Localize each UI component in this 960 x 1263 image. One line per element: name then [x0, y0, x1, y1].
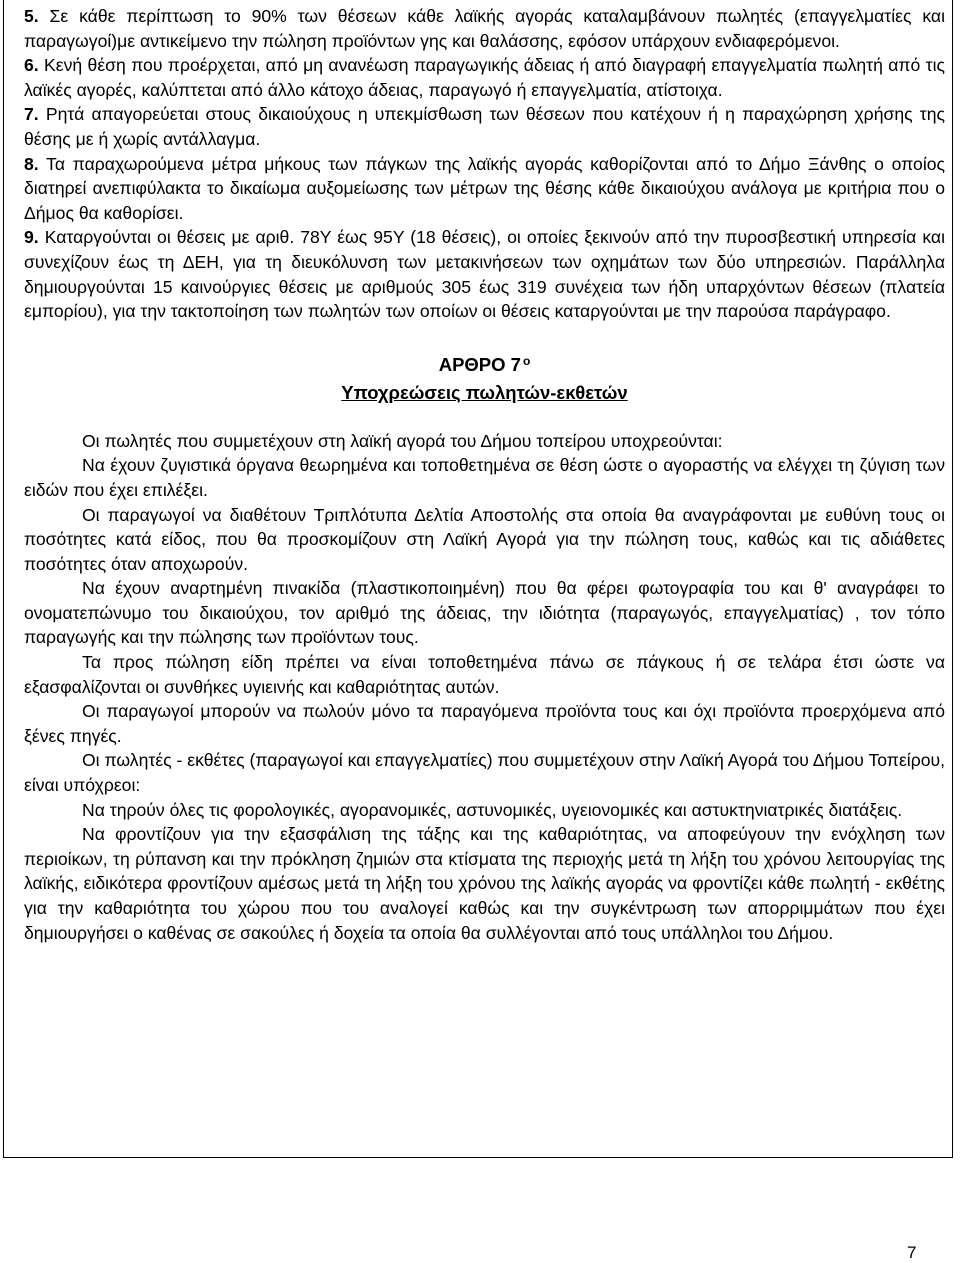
- paragraph: Να έχουν ζυγιστικά όργανα θεωρημένα και τοποθετημένα σε θέση ώστε ο αγοραστής να ελέγχει τη ζύγιση των ειδών που έχει επιλέξει.: [24, 455, 945, 500]
- paragraph: Να τηρούν όλες τις φορολογικές, αγορανομικές, αστυνομικές, υγειονομικές και αστυκτηνιατρικές διατάξεις.: [82, 799, 903, 820]
- paragraph: Οι παραγωγοί μπορούν να πωλούν μόνο τα παραγόμενα προϊόντα τους και όχι προϊόντα προερχόμενα από ξένες πηγές.: [24, 701, 945, 746]
- article-title-superscript: ο: [522, 353, 531, 368]
- item-text: Σε κάθε περίπτωση το 90% των θέσεων κάθε λαϊκής αγοράς καταλαμβάνουν πωλητές (επαγγελματίες και παραγωγοί)με αντικείμενο την πώληση προϊόντων γης και θαλάσσης, εφόσον υπάρχουν ενδιαφερόμενοι.: [24, 6, 945, 51]
- article-title-text: ΑΡΘΡΟ 7: [438, 353, 521, 375]
- item-text: Ρητά απαγορεύεται στους δικαιούχους η υπεκμίσθωση των θέσεων που κατέχουν ή η παραχώρηση χρήσης της θέσης με ή χωρίς αντάλλαγμα.: [24, 104, 946, 149]
- paragraph: Τα προς πώληση είδη πρέπει να είναι τοποθετημένα πάνω σε πάγκους ή σε τελάρα έτσι ώστε να εξασφαλίζονται οι συνθήκες υγιεινής και καθαριότητας αυτών.: [24, 652, 945, 697]
- article-title: [24, 351, 945, 379]
- item-text: Καταργούνται οι θέσεις με αριθ. 78Υ έως 95Υ (18 θέσεις), οι οποίες ξεκινούν από την πυροσβεστική υπηρεσία και συνεχίζουν έως τη ΔΕΗ, για τη διευκόλυνση των μετακινήσεων των οχημάτων των δύο υπηρεσιών. Παράλληλα δημιουργούνται 15 καινούργιες θέσεις με αριθμούς 305 έως 319 συνέχεια των ήδη υπαρχόντων θέσεων (πλατεία εμπορίου), για την τακτοποίηση των πωλητών των οποίων οι θέσεις καταργούνται με την παρούσα παράγραφο.: [24, 227, 946, 322]
- paragraph: Να έχουν αναρτημένη πινακίδα (πλαστικοποιημένη) που θα φέρει φωτογραφία του και θ' αναγράφει το ονοματεπώνυμο του δικαιούχου, τον αριθμό της άδειας, την ιδιότητα (παραγωγός, επαγγελματίας) , τον τόπο παραγωγής και την πώλησης των προϊόντων τους.: [24, 578, 945, 648]
- paragraph: Οι παραγωγοί να διαθέτουν Τριπλότυπα Δελτία Αποστολής στα οποία θα αναγράφονται με ευθύνη τους οι ποσότητες κατά είδος, που θα προσκομίζουν στη Λαϊκή Αγορά για την πώληση τους, καθώς και τις αδιάθετες ποσότητες όταν αποχωρούν.: [24, 504, 945, 574]
- item-number: 7.: [24, 104, 39, 125]
- paragraph: Οι πωλητές που συμμετέχουν στη λαϊκή αγορά του Δήμου τοπείρου υποχρεούνται:: [82, 430, 723, 451]
- article-subtitle: [24, 379, 945, 407]
- item-text: Κενή θέση που προέρχεται, από μη ανανέωση παραγωγικής άδειας ή από διαγραφή επαγγελματία πωλητή από τις λαϊκές αγορές, καλύπτεται από άλλο κάτοχο άδειας, παραγωγό ή επαγγελματία, ατίστοιχα.: [24, 55, 946, 100]
- list-item-6: [24, 53, 945, 102]
- page-number: 7: [907, 1243, 917, 1262]
- article-subtitle-text: Υποχρεώσεις πωλητών-εκθετών: [341, 381, 628, 403]
- paragraph: Να φροντίζουν για την εξασφάλιση της τάξης και της καθαριότητας, να αποφεύγουν την ενόχληση των περιοίκων, τη ρύπανση και την πρόκληση ζημιών στα κτίσματα της περιοχής μετά τη λήξη του χρόνου λειτουργίας της λαϊκής, ειδικότερα φροντίζουν αμέσως μετά τη λήξη του χρόνου της λαϊκής αγοράς να φροντίζει κάθε πωλητή - εκθέτης για την καθαριότητα του χώρου που του αναλογεί καθώς και την συγκέντρωση των απορριμμάτων που έχει δημιουργήσει ο καθένας σε σακούλες ή δοχεία τα οποία θα συλλέγονται από τους υπάλληλοι του Δήμου.: [24, 824, 945, 943]
- list-item-8: [24, 152, 945, 226]
- item-number: 9.: [24, 227, 39, 248]
- list-item-9: [24, 225, 945, 323]
- document-body: [24, 4, 945, 945]
- list-item-7: [24, 102, 945, 151]
- list-item-5: [24, 4, 945, 53]
- paragraph: Οι πωλητές - εκθέτες (παραγωγοί και επαγγελματίες) που συμμετέχουν στην Λαϊκή Αγορά του Δήμου Τοπείρου, είναι υπόχρεοι:: [24, 750, 945, 796]
- item-text: Τα παραχωρούμενα μέτρα μήκους των πάγκων της λαϊκής αγοράς καθορίζονται από το Δήμο Ξάνθης ο οποίος διατηρεί ανεπιφύλακτα το δικαίωμα αυξομείωσης των μέτρων της θέσης κάθε δικαιούχου ανάλογα με κριτήρια που ο Δήμος θα καθορίσει.: [24, 153, 946, 223]
- item-number: 8.: [24, 153, 39, 174]
- item-number: 6.: [24, 55, 39, 76]
- item-number: 5.: [24, 6, 39, 26]
